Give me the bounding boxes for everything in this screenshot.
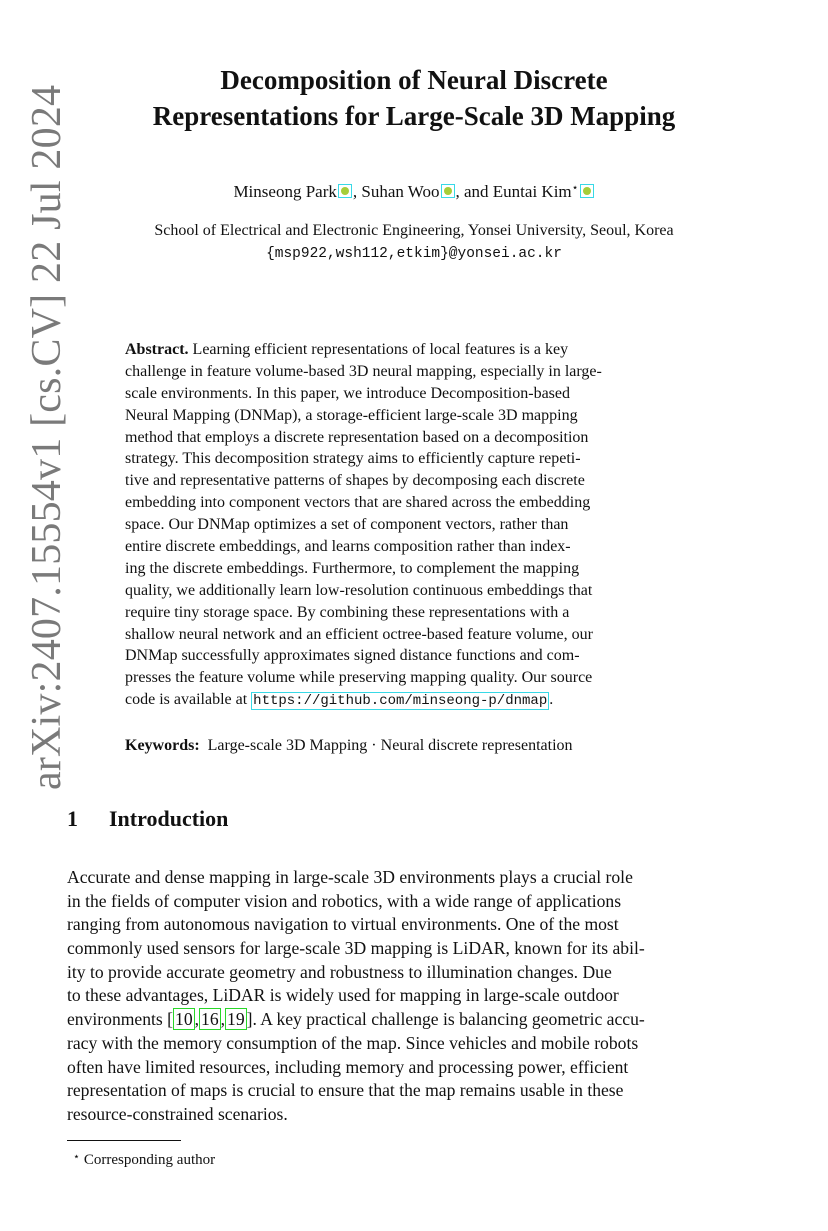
keywords-label: Keywords:	[125, 737, 200, 754]
section-number: 1	[67, 806, 78, 831]
abstract-line: shallow neural network and an efficient octree-based feature volume, our	[125, 625, 593, 643]
orcid-icon[interactable]	[441, 184, 455, 198]
orcid-icon[interactable]	[338, 184, 352, 198]
affiliation: School of Electrical and Electronic Engineering, Yonsei University, Seoul, Korea	[154, 222, 674, 239]
abstract-line: scale environments. In this paper, we introduce Decomposition-based	[125, 384, 571, 402]
intro-line: often have limited resources, including memory and processing power, efficient	[67, 1056, 629, 1077]
abstract-line: space. Our DNMap optimizes a set of component vectors, rather than	[125, 516, 569, 534]
abstract-line: Neural Mapping (DNMap), a storage-efficient large-scale 3D mapping	[125, 406, 578, 424]
footnote	[67, 1147, 215, 1170]
citation-link[interactable]: 16	[201, 1009, 219, 1030]
abstract-line	[125, 339, 703, 361]
abstract-line: ing the discrete embeddings. Furthermore, to complement the mapping	[125, 559, 580, 577]
abstract-line	[125, 689, 703, 711]
intro-text: environments [	[67, 1009, 174, 1030]
abstract-line: entire discrete embeddings, and learns composition rather than index-	[125, 538, 571, 556]
abstract-line: quality, we additionally learn low-resolution continuous embeddings that	[125, 581, 593, 599]
arxiv-stamp: arXiv:2407.15554v1 [cs.CV] 22 Jul 2024	[24, 84, 70, 790]
footnote-text: Corresponding author	[83, 1152, 216, 1168]
keywords-text: Large-scale 3D Mapping · Neural discrete representation	[207, 737, 573, 754]
abstract-text: .	[549, 691, 554, 709]
abstract-line: require tiny storage space. By combining these representations with a	[125, 603, 570, 621]
intro-line: in the fields of computer vision and robotics, with a wide range of applications	[67, 890, 622, 911]
title-line-1: Decomposition of Neural Discrete	[220, 65, 608, 95]
intro-line: Accurate and dense mapping in large-scale 3D environments plays a crucial role	[67, 867, 633, 887]
intro-line: environments [ 10 , 16 , 19 ]. A key practical challenge is balancing geometric accu-	[67, 1009, 645, 1030]
corresponding-mark: ⋆	[571, 182, 579, 194]
author-name: Minseong Park	[233, 182, 337, 201]
intro-line: racy with the memory consumption of the map. Since vehicles and mobile robots	[67, 1032, 639, 1053]
intro-line: ranging from autonomous navigation to virtual environments. One of the most	[67, 914, 619, 935]
abstract-line: challenge in feature volume-based 3D neural mapping, especially in large-	[125, 362, 602, 380]
author-list	[60, 176, 768, 204]
abstract-line: embedding into component vectors that are shared across the embedding	[125, 494, 591, 512]
abstract-line: DNMap successfully approximates signed distance functions and com-	[125, 647, 580, 665]
abstract-text: Learning efficient representations of local features is a key	[192, 341, 569, 358]
intro-text: ]. A key practical challenge is balancing geometric accu-	[246, 1009, 645, 1030]
author-emails: {msp922,wsh112,etkim}@yonsei.ac.kr	[266, 246, 562, 262]
intro-line: to these advantages, LiDAR is widely used for mapping in large-scale outdoor	[67, 985, 619, 1006]
title-line-2: Representations for Large-Scale 3D Mapping	[152, 101, 676, 131]
intro-line: ity to provide accurate geometry and robustness to illumination changes. Due	[67, 961, 612, 982]
abstract-line: presses the feature volume while preserving mapping quality. Our source	[125, 669, 593, 687]
abstract-label: Abstract.	[125, 341, 189, 358]
keywords	[125, 735, 573, 757]
author-name: , and Euntai Kim	[455, 182, 572, 201]
section-title: Introduction	[109, 806, 229, 831]
abstract-line: strategy. This decomposition strategy aims to efficiently capture repeti-	[125, 450, 581, 468]
footnote-rule	[67, 1140, 181, 1141]
introduction-paragraph	[67, 866, 761, 1127]
orcid-icon[interactable]	[580, 184, 594, 198]
abstract-line: tive and representative patterns of shapes by decomposing each discrete	[125, 472, 585, 490]
footnote-mark: ⋆	[73, 1151, 80, 1163]
intro-line: commonly used sensors for large-scale 3D mapping is LiDAR, known for its abil-	[67, 938, 645, 959]
abstract	[125, 339, 703, 711]
section-heading	[67, 805, 228, 833]
citation-link[interactable]: 19	[227, 1009, 245, 1030]
intro-line: resource-constrained scenarios.	[67, 1103, 288, 1124]
author-name: , Suhan Woo	[352, 182, 440, 201]
source-code-link[interactable]: https://github.com/minseong-p/dnmap	[253, 693, 548, 710]
intro-line: representation of maps is crucial to ensure that the map remains usable in these	[67, 1080, 624, 1101]
abstract-line: method that employs a discrete representation based on a decomposition	[125, 428, 589, 446]
paper-title	[60, 62, 768, 134]
abstract-text: code is available at	[125, 691, 252, 709]
citation-link[interactable]: 10	[175, 1009, 193, 1030]
